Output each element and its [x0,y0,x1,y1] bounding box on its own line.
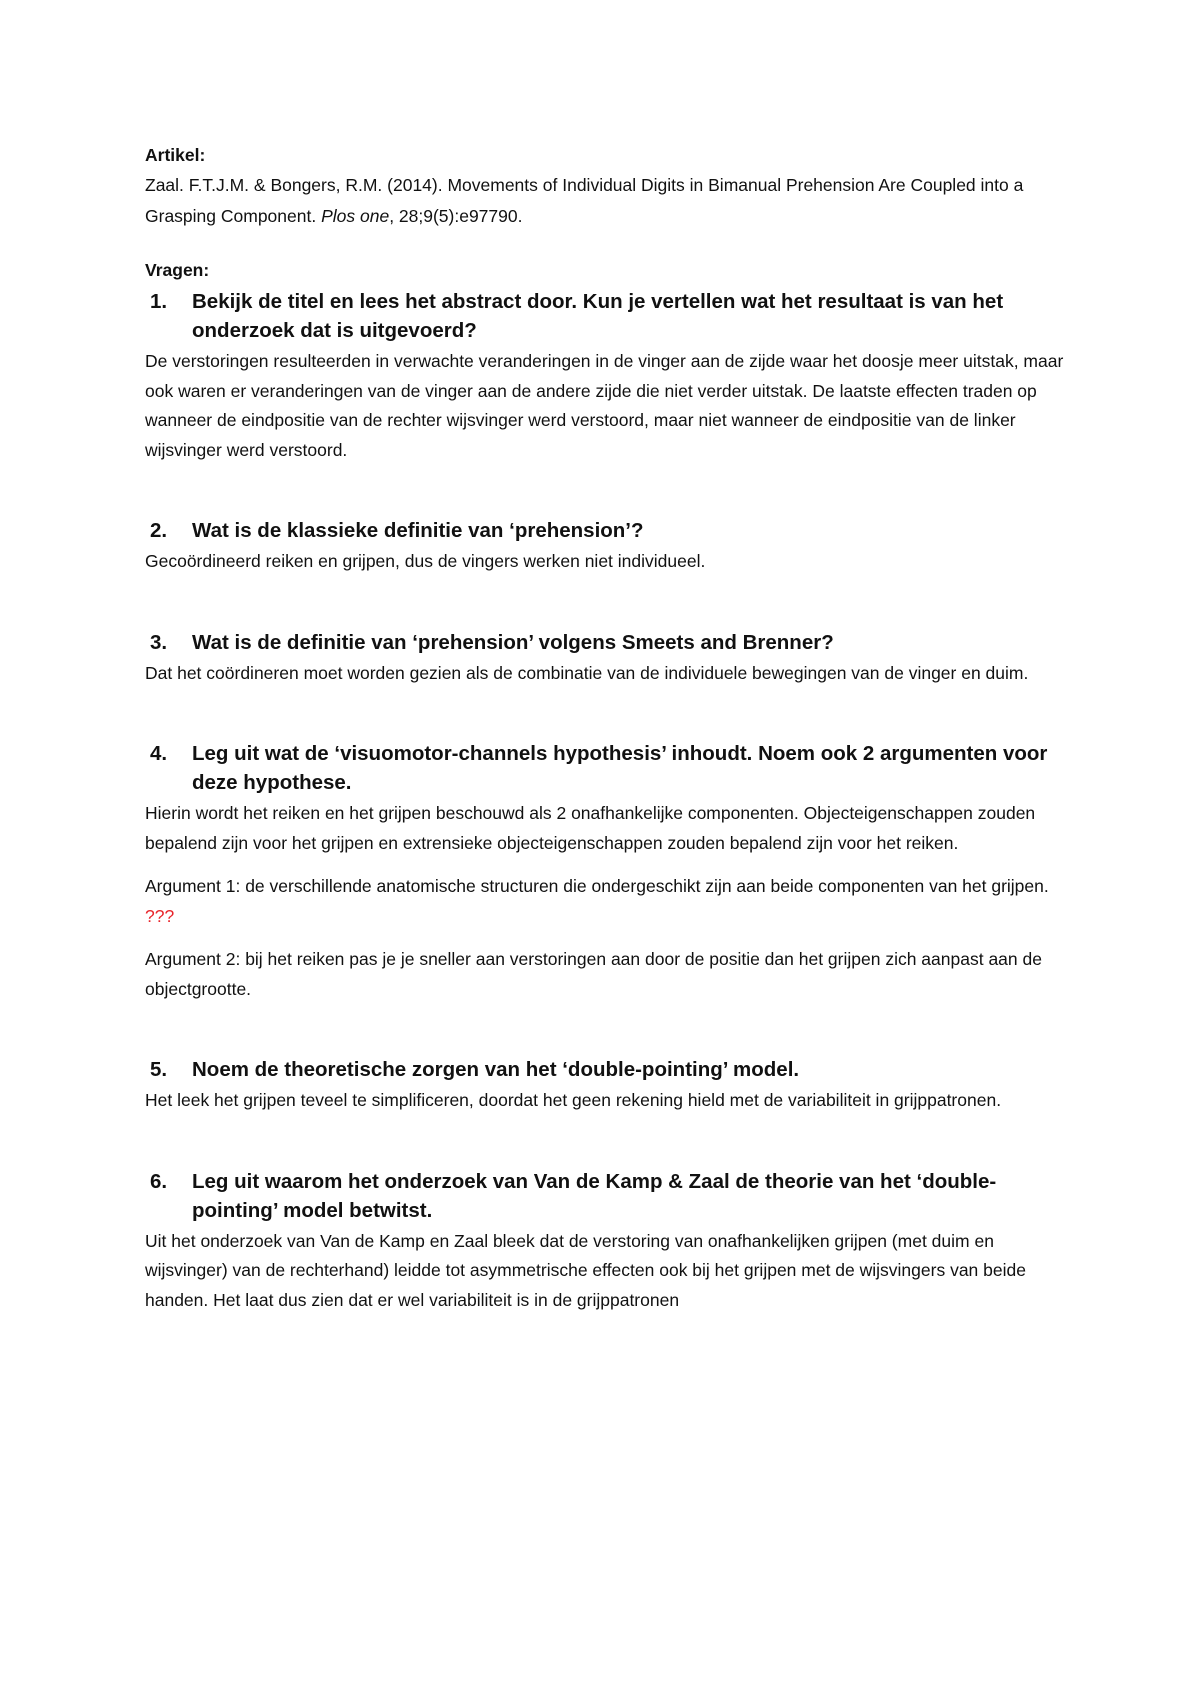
question-heading [145,628,1075,657]
question-block-5 [145,1055,1075,1116]
question-number: 4. [150,742,168,765]
question-heading [145,1167,1075,1225]
citation-authors-title: Zaal. F.T.J.M. & Bongers, R.M. (2014). Movements of Individual Digits in Bimanual Prehension Are Coupled into a Grasping Component. [145,175,1024,226]
question-text: Wat is de definitie van ‘prehension’ volgens Smeets and Brenner? [192,630,834,654]
answer-text: Gecoördineerd reiken en grijpen, dus de vingers werken niet individueel. [145,551,706,571]
artikel-label: Artikel: [145,145,206,165]
question-number: 1. [150,290,168,313]
answer-text: Uit het onderzoek van Van de Kamp en Zaal bleek dat de verstoring van onafhankelijken grijpen (met duim en wijsvinger) van de rechterhand) leidde tot asymmetrische effecten ook bij het grijpen met de wijsvingers van beide handen. Het laat dus zien dat er wel variabiliteit is in de grijppatronen [145,1230,1026,1310]
answer-text: De verstoringen resulteerden in verwachte veranderingen in de vinger aan de zijde waar het doosje meer uitstak, maar ook waren er veranderingen van de vinger aan de andere zijde die niet verder uitstak. De laatste effecten traden op wanneer de eindpositie van de rechter wijsvinger werd verstoord, maar niet wanneer de eindpositie van de linker wijsvinger werd verstoord. [145,351,1064,460]
answer-text: Dat het coördineren moet worden gezien als de combinatie van de individuele bewegingen van de vinger en duim. [145,662,1029,683]
question-block-4 [145,739,1075,1004]
question-number: 5. [150,1058,168,1081]
question-text: Leg uit waarom het onderzoek van Van de Kamp & Zaal de theorie van het ‘double-pointing’ model betwitst. [192,1169,997,1222]
question-number: 6. [150,1169,168,1193]
argument-2: Argument 2: bij het reiken pas je je sneller aan verstoringen aan door de positie dan het grijpen zich aanpast aan de objectgrootte. [145,949,1042,999]
answer-text: Het leek het grijpen teveel te simplificeren, doordat het geen rekening hield met de variabiliteit in grijppatronen. [145,1090,1002,1110]
citation-volume: , 28;9(5):e97790. [389,206,523,226]
citation [145,170,1075,232]
question-heading [145,287,1075,345]
citation-journal: Plos one [321,206,390,226]
vragen-label: Vragen: [145,260,210,280]
question-block-6 [145,1167,1075,1316]
argument-1-text: Argument 1: de verschillende anatomische structuren die ondergeschikt zijn aan beide componenten van het grijpen. [145,876,1049,896]
answer-text: Hierin wordt het reiken en het grijpen beschouwd als 2 onafhankelijke componenten. Objecteigenschappen zouden bepalend zijn voor het grijpen en extrensieke objecteigenschappen zouden bepalend zijn voor het reiken. [145,803,1036,853]
question-text: Noem de theoretische zorgen van het ‘double-pointing’ model. [192,1058,800,1081]
question-text: Bekijk de titel en lees het abstract door. Kun je vertellen wat het resultaat is van het onderzoek dat is uitgevoerd? [192,290,1004,342]
question-text: Leg uit wat de ‘visuomotor-channels hypothesis’ inhoudt. Noem ook 2 argumenten voor deze hypothese. [192,742,1048,794]
question-text: Wat is de klassieke definitie van ‘prehension’? [192,519,644,542]
document-page [145,145,1075,1315]
question-heading [145,516,1075,545]
question-heading [145,1055,1075,1084]
question-number: 2. [150,519,168,542]
question-marks-annotation: ??? [145,905,175,926]
question-block-3 [145,628,1075,689]
argument-1 [145,872,1075,931]
question-number: 3. [150,630,168,654]
question-block-1 [145,287,1075,465]
question-block-2 [145,516,1075,577]
question-heading [145,739,1075,797]
